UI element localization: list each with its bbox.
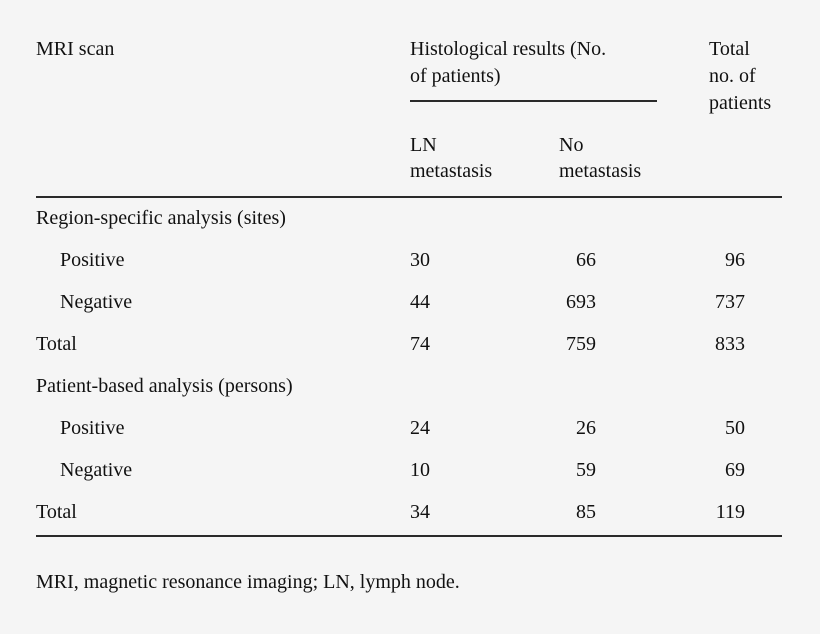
row-label: Positive bbox=[60, 417, 125, 439]
row-label: Total bbox=[36, 501, 77, 523]
header-mri-scan: MRI scan bbox=[36, 38, 115, 60]
cell-ln: 34 bbox=[410, 501, 430, 523]
cell-no: 693 bbox=[566, 291, 596, 313]
cell-total: 737 bbox=[715, 291, 745, 313]
cell-total: 69 bbox=[725, 459, 745, 481]
cell-total: 833 bbox=[715, 333, 745, 355]
table-footnote: MRI, magnetic resonance imaging; LN, lymph node. bbox=[36, 571, 460, 593]
cell-total: 50 bbox=[725, 417, 745, 439]
cell-ln: 24 bbox=[410, 417, 430, 439]
spanner-rule bbox=[410, 100, 657, 102]
cell-ln: 74 bbox=[410, 333, 430, 355]
header-bottom-rule bbox=[36, 196, 782, 198]
cell-ln: 30 bbox=[410, 249, 430, 271]
table-bottom-rule bbox=[36, 535, 782, 537]
cell-ln: 44 bbox=[410, 291, 430, 313]
cell-no: 59 bbox=[576, 459, 596, 481]
section-title: Patient-based analysis (persons) bbox=[36, 375, 293, 397]
section-title: Region-specific analysis (sites) bbox=[36, 207, 286, 229]
cell-no: 85 bbox=[576, 501, 596, 523]
cell-no: 759 bbox=[566, 333, 596, 355]
cell-ln: 10 bbox=[410, 459, 430, 481]
header-ln-line2: metastasis bbox=[410, 160, 493, 182]
cell-no: 26 bbox=[576, 417, 596, 439]
row-label: Negative bbox=[60, 459, 133, 481]
cell-total: 96 bbox=[725, 249, 745, 271]
header-ln-line1: LN bbox=[410, 134, 437, 156]
row-label: Positive bbox=[60, 249, 125, 271]
header-no-line1: No bbox=[559, 134, 584, 156]
header-histological-line1: Histological results (No. bbox=[410, 38, 607, 60]
header-histological-line2: of patients) bbox=[410, 65, 501, 87]
cell-total: 119 bbox=[715, 501, 745, 523]
row-label: Total bbox=[36, 333, 77, 355]
row-label: Negative bbox=[60, 291, 133, 313]
header-total-line3: patients bbox=[709, 92, 772, 114]
header-no-line2: metastasis bbox=[559, 160, 642, 182]
header-total-line1: Total bbox=[709, 38, 750, 60]
cell-no: 66 bbox=[576, 249, 596, 271]
header-total-line2: no. of bbox=[709, 65, 756, 87]
